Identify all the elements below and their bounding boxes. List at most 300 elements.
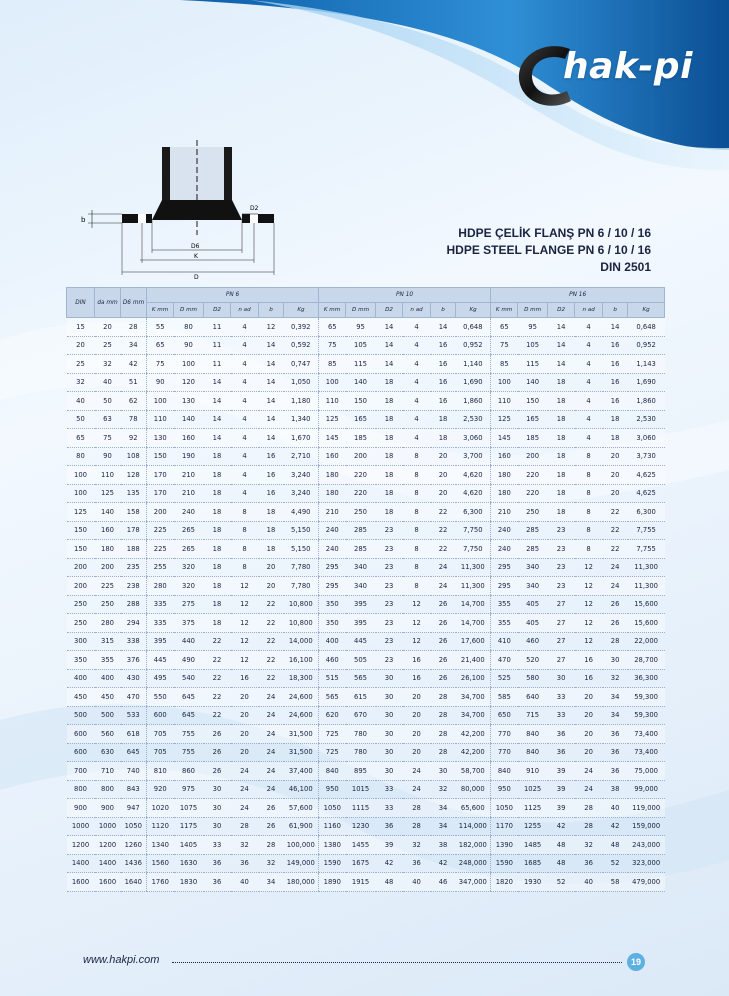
table-cell: 430	[121, 669, 147, 688]
table-cell: 57,600	[284, 799, 319, 818]
table-cell: 645	[174, 706, 204, 725]
table-row	[67, 632, 665, 651]
table-cell: 42,200	[456, 725, 491, 744]
table-cell: 20	[95, 318, 121, 337]
subheader-cell: D2	[204, 303, 231, 318]
table-cell: 18	[376, 373, 403, 392]
table-cell: 715	[518, 706, 548, 725]
table-row	[67, 336, 665, 355]
table-cell: 24	[231, 762, 259, 781]
group-pn6: PN 6	[147, 288, 319, 303]
table-cell: 479,000	[628, 873, 665, 892]
table-cell: 18	[548, 503, 575, 522]
table-cell: 11	[204, 336, 231, 355]
table-cell: 14	[259, 410, 284, 429]
table-cell: 34,700	[456, 706, 491, 725]
table-cell: 225	[147, 521, 174, 540]
table-cell: 1255	[518, 817, 548, 836]
table-cell: 32	[95, 355, 121, 374]
table-cell: 32	[431, 780, 456, 799]
table-cell: 20	[603, 466, 628, 485]
table-cell: 16	[431, 373, 456, 392]
table-cell: 36	[603, 725, 628, 744]
table-cell: 710	[95, 762, 121, 781]
table-cell: 20	[575, 743, 603, 762]
table-row	[67, 743, 665, 762]
table-cell: 1,050	[284, 373, 319, 392]
table-cell: 18	[204, 577, 231, 596]
table-cell: 1050	[491, 799, 518, 818]
table-cell: 130	[147, 429, 174, 448]
table-cell: 48	[603, 836, 628, 855]
table-cell: 8	[231, 521, 259, 540]
table-cell: 180	[95, 540, 121, 559]
table-cell: 73,400	[628, 725, 665, 744]
subheader-cell: b	[259, 303, 284, 318]
table-cell: 4	[575, 429, 603, 448]
table-cell: 18	[259, 540, 284, 559]
table-cell: 4	[575, 318, 603, 337]
table-cell: 160	[491, 447, 518, 466]
table-cell: 36	[376, 817, 403, 836]
table-cell: 33	[376, 780, 403, 799]
table-cell: 80	[67, 447, 95, 466]
table-cell: 22	[259, 669, 284, 688]
table-cell: 1820	[491, 873, 518, 892]
table-cell: 650	[491, 706, 518, 725]
table-cell: 4,490	[284, 503, 319, 522]
table-cell: 4	[231, 336, 259, 355]
table-cell: 26	[603, 595, 628, 614]
table-cell: 14,700	[456, 614, 491, 633]
table-cell: 210	[174, 484, 204, 503]
brand-name: hak-pi	[563, 46, 693, 87]
table-cell: 12	[575, 595, 603, 614]
table-cell: 30	[376, 743, 403, 762]
table-cell: 1485	[518, 836, 548, 855]
table-cell: 23	[548, 540, 575, 559]
table-cell: 27	[548, 595, 575, 614]
table-cell: 50	[67, 410, 95, 429]
table-cell: 18	[548, 429, 575, 448]
table-cell: 755	[174, 725, 204, 744]
table-cell: 150	[518, 392, 548, 411]
table-cell: 16	[431, 355, 456, 374]
table-cell: 32	[231, 836, 259, 855]
table-row	[67, 447, 665, 466]
table-cell: 14	[376, 336, 403, 355]
table-cell: 65,600	[456, 799, 491, 818]
table-cell: 4	[231, 466, 259, 485]
table-cell: 490	[174, 651, 204, 670]
label-k: K	[194, 253, 198, 260]
table-cell: 16,100	[284, 651, 319, 670]
table-cell: 18	[431, 429, 456, 448]
table-cell: 33	[204, 836, 231, 855]
table-cell: 4	[575, 373, 603, 392]
table-cell: 95	[346, 318, 376, 337]
footer-divider	[172, 962, 622, 963]
table-cell: 11,300	[628, 558, 665, 577]
table-cell: 14	[204, 410, 231, 429]
table-cell: 1640	[121, 873, 147, 892]
table-cell: 288	[121, 595, 147, 614]
table-cell: 4,620	[456, 484, 491, 503]
table-row	[67, 651, 665, 670]
table-cell: 725	[319, 725, 346, 744]
table-cell: 8	[575, 484, 603, 503]
table-cell: 12	[403, 632, 431, 651]
table-cell: 1,690	[628, 373, 665, 392]
table-cell: 3,060	[456, 429, 491, 448]
table-cell: 10,800	[284, 614, 319, 633]
table-cell: 0,747	[284, 355, 319, 374]
table-cell: 11,300	[456, 577, 491, 596]
table-cell: 115	[346, 355, 376, 374]
table-cell: 36	[204, 854, 231, 873]
table-cell: 0,952	[628, 336, 665, 355]
table-cell: 8	[403, 577, 431, 596]
table-cell: 128	[121, 466, 147, 485]
table-cell: 34	[603, 706, 628, 725]
table-cell: 80,000	[456, 780, 491, 799]
table-cell: 20	[575, 688, 603, 707]
label-d6: D6	[191, 243, 200, 250]
table-cell: 30	[204, 780, 231, 799]
subheader-cell: K mm	[491, 303, 518, 318]
table-cell: 24	[259, 780, 284, 799]
table-cell: 1120	[147, 817, 174, 836]
table-cell: 405	[518, 614, 548, 633]
table-cell: 618	[121, 725, 147, 744]
table-cell: 8	[403, 540, 431, 559]
table-cell: 23	[376, 632, 403, 651]
table-cell: 114,000	[456, 817, 491, 836]
table-cell: 600	[147, 706, 174, 725]
table-cell: 28,700	[628, 651, 665, 670]
table-cell: 16	[575, 669, 603, 688]
table-cell: 1115	[346, 799, 376, 818]
table-cell: 18	[376, 447, 403, 466]
title-din: DIN 2501	[600, 260, 651, 274]
table-cell: 7,780	[284, 558, 319, 577]
subheader-cell: D2	[548, 303, 575, 318]
table-cell: 533	[121, 706, 147, 725]
table-cell: 225	[147, 540, 174, 559]
table-cell: 200	[346, 447, 376, 466]
subheader-cell: D mm	[174, 303, 204, 318]
table-cell: 240	[491, 521, 518, 540]
table-cell: 100	[67, 466, 95, 485]
table-row	[67, 873, 665, 892]
table-cell: 410	[491, 632, 518, 651]
label-d: D	[194, 274, 199, 280]
table-cell: 18	[376, 466, 403, 485]
table-cell: 7,750	[456, 540, 491, 559]
table-cell: 500	[95, 706, 121, 725]
table-cell: 4	[575, 410, 603, 429]
table-cell: 28	[259, 836, 284, 855]
table-cell: 22	[259, 632, 284, 651]
table-cell: 18	[376, 503, 403, 522]
table-cell: 395	[147, 632, 174, 651]
table-cell: 95	[518, 318, 548, 337]
table-cell: 24	[403, 762, 431, 781]
table-cell: 40	[603, 799, 628, 818]
table-cell: 16	[431, 336, 456, 355]
table-row	[67, 595, 665, 614]
table-row	[67, 669, 665, 688]
table-cell: 18	[204, 447, 231, 466]
table-cell: 110	[95, 466, 121, 485]
table-cell: 15,600	[628, 595, 665, 614]
table-cell: 1015	[346, 780, 376, 799]
table-cell: 11,300	[456, 558, 491, 577]
table-cell: 0,648	[456, 318, 491, 337]
table-cell: 65	[67, 429, 95, 448]
table-cell: 18	[603, 429, 628, 448]
table-cell: 8	[575, 447, 603, 466]
table-cell: 32	[403, 836, 431, 855]
table-row	[67, 688, 665, 707]
table-cell: 580	[518, 669, 548, 688]
table-cell: 105	[518, 336, 548, 355]
table-cell: 1380	[319, 836, 346, 855]
table-cell: 36	[575, 854, 603, 873]
table-cell: 125	[95, 484, 121, 503]
table-cell: 565	[319, 688, 346, 707]
table-cell: 4	[231, 410, 259, 429]
table-cell: 22	[259, 651, 284, 670]
table-cell: 31,500	[284, 743, 319, 762]
table-cell: 140	[346, 373, 376, 392]
table-cell: 149,000	[284, 854, 319, 873]
table-cell: 265	[174, 540, 204, 559]
table-cell: 460	[319, 651, 346, 670]
table-cell: 16	[575, 651, 603, 670]
footer-url[interactable]: www.hakpi.com	[83, 954, 160, 966]
table-cell: 780	[346, 743, 376, 762]
table-cell: 1,340	[284, 410, 319, 429]
table-cell: 18	[376, 392, 403, 411]
table-cell: 99,000	[628, 780, 665, 799]
table-cell: 14	[376, 355, 403, 374]
table-cell: 8	[231, 540, 259, 559]
table-cell: 1,143	[628, 355, 665, 374]
table-cell: 52	[603, 854, 628, 873]
table-cell: 100,000	[284, 836, 319, 855]
table-cell: 18	[204, 521, 231, 540]
table-cell: 36,300	[628, 669, 665, 688]
table-cell: 12	[231, 651, 259, 670]
table-cell: 12	[231, 577, 259, 596]
table-cell: 1600	[95, 873, 121, 892]
table-row	[67, 817, 665, 836]
table-row	[67, 836, 665, 855]
table-cell: 540	[174, 669, 204, 688]
table-cell: 355	[95, 651, 121, 670]
table-cell: 23	[548, 558, 575, 577]
table-cell: 30	[376, 725, 403, 744]
table-cell: 8	[575, 503, 603, 522]
subheader-cell: b	[431, 303, 456, 318]
group-pn16: PN 16	[491, 288, 665, 303]
table-cell: 4	[231, 429, 259, 448]
table-cell: 755	[174, 743, 204, 762]
table-row	[67, 484, 665, 503]
table-cell: 51	[121, 373, 147, 392]
table-cell: 165	[346, 410, 376, 429]
table-cell: 1260	[121, 836, 147, 855]
table-cell: 8	[403, 466, 431, 485]
table-cell: 4	[231, 484, 259, 503]
table-cell: 100	[319, 373, 346, 392]
table-cell: 705	[147, 743, 174, 762]
subheader-cell: D mm	[346, 303, 376, 318]
table-cell: 28	[575, 799, 603, 818]
table-cell: 240	[319, 521, 346, 540]
table-cell: 1,180	[284, 392, 319, 411]
table-cell: 14	[259, 336, 284, 355]
table-cell: 860	[174, 762, 204, 781]
table-cell: 3,240	[284, 466, 319, 485]
table-cell: 1170	[491, 817, 518, 836]
table-cell: 295	[319, 558, 346, 577]
table-cell: 255	[147, 558, 174, 577]
table-row	[67, 854, 665, 873]
table-cell: 445	[346, 632, 376, 651]
table-cell: 20	[431, 466, 456, 485]
table-cell: 30	[204, 817, 231, 836]
table-cell: 28	[575, 817, 603, 836]
table-cell: 4	[403, 318, 431, 337]
table-cell: 1175	[174, 817, 204, 836]
table-cell: 770	[491, 725, 518, 744]
table-row	[67, 558, 665, 577]
table-cell: 158	[121, 503, 147, 522]
table-row	[67, 614, 665, 633]
table-cell: 16	[603, 355, 628, 374]
table-cell: 100	[67, 484, 95, 503]
table-cell: 150	[67, 521, 95, 540]
table-cell: 22	[204, 632, 231, 651]
table-cell: 200	[67, 577, 95, 596]
table-cell: 73,400	[628, 743, 665, 762]
table-cell: 495	[147, 669, 174, 688]
table-cell: 1200	[67, 836, 95, 855]
table-cell: 46,100	[284, 780, 319, 799]
table-cell: 4	[403, 355, 431, 374]
page-number-badge: 19	[627, 953, 645, 971]
table-cell: 23	[376, 521, 403, 540]
table-cell: 24,600	[284, 706, 319, 725]
table-cell: 20	[431, 484, 456, 503]
table-cell: 225	[95, 577, 121, 596]
table-cell: 4	[575, 355, 603, 374]
table-cell: 4,625	[628, 466, 665, 485]
table-cell: 1455	[346, 836, 376, 855]
table-cell: 11	[204, 355, 231, 374]
table-cell: 4	[231, 447, 259, 466]
table-cell: 160	[95, 521, 121, 540]
table-cell: 8	[403, 558, 431, 577]
table-cell: 470	[121, 688, 147, 707]
table-cell: 180	[491, 466, 518, 485]
table-cell: 61,900	[284, 817, 319, 836]
table-cell: 75	[319, 336, 346, 355]
table-cell: 250	[95, 595, 121, 614]
table-cell: 58	[603, 873, 628, 892]
table-cell: 78	[121, 410, 147, 429]
table-cell: 8	[403, 503, 431, 522]
table-cell: 910	[518, 762, 548, 781]
table-cell: 3,700	[456, 447, 491, 466]
table-cell: 355	[491, 595, 518, 614]
table-cell: 7,755	[628, 521, 665, 540]
table-cell: 700	[67, 762, 95, 781]
table-cell: 250	[518, 503, 548, 522]
table-cell: 210	[174, 466, 204, 485]
table-cell: 25	[95, 336, 121, 355]
table-cell: 100	[174, 355, 204, 374]
table-cell: 15,600	[628, 614, 665, 633]
table-cell: 75,000	[628, 762, 665, 781]
table-cell: 30	[431, 762, 456, 781]
table-cell: 22	[603, 521, 628, 540]
table-cell: 20	[231, 725, 259, 744]
table-cell: 1000	[67, 817, 95, 836]
table-cell: 2,530	[628, 410, 665, 429]
table-cell: 4	[231, 318, 259, 337]
table-cell: 100	[491, 373, 518, 392]
table-cell: 28	[431, 725, 456, 744]
table-cell: 30	[548, 669, 575, 688]
table-cell: 90	[95, 447, 121, 466]
table-cell: 220	[518, 466, 548, 485]
table-cell: 18	[548, 410, 575, 429]
table-cell: 1340	[147, 836, 174, 855]
table-cell: 800	[95, 780, 121, 799]
table-cell: 30	[376, 706, 403, 725]
table-cell: 160	[319, 447, 346, 466]
table-row	[67, 577, 665, 596]
table-cell: 17,600	[456, 632, 491, 651]
table-cell: 0,392	[284, 318, 319, 337]
table-cell: 34	[431, 817, 456, 836]
table-cell: 1025	[518, 780, 548, 799]
table-cell: 323,000	[628, 854, 665, 873]
table-cell: 33	[376, 799, 403, 818]
col-da: da mm	[95, 288, 121, 318]
subheader-cell: n ad	[231, 303, 259, 318]
table-cell: 28	[431, 743, 456, 762]
table-cell: 26	[431, 595, 456, 614]
table-cell: 200	[518, 447, 548, 466]
table-cell: 460	[518, 632, 548, 651]
table-row	[67, 355, 665, 374]
table-cell: 1,860	[628, 392, 665, 411]
table-cell: 1405	[174, 836, 204, 855]
table-cell: 645	[121, 743, 147, 762]
table-cell: 22	[204, 651, 231, 670]
table-cell: 450	[67, 688, 95, 707]
table-cell: 1915	[346, 873, 376, 892]
table-cell: 32	[67, 373, 95, 392]
table-cell: 335	[147, 595, 174, 614]
table-cell: 90	[147, 373, 174, 392]
table-cell: 32	[603, 669, 628, 688]
table-cell: 36	[548, 725, 575, 744]
